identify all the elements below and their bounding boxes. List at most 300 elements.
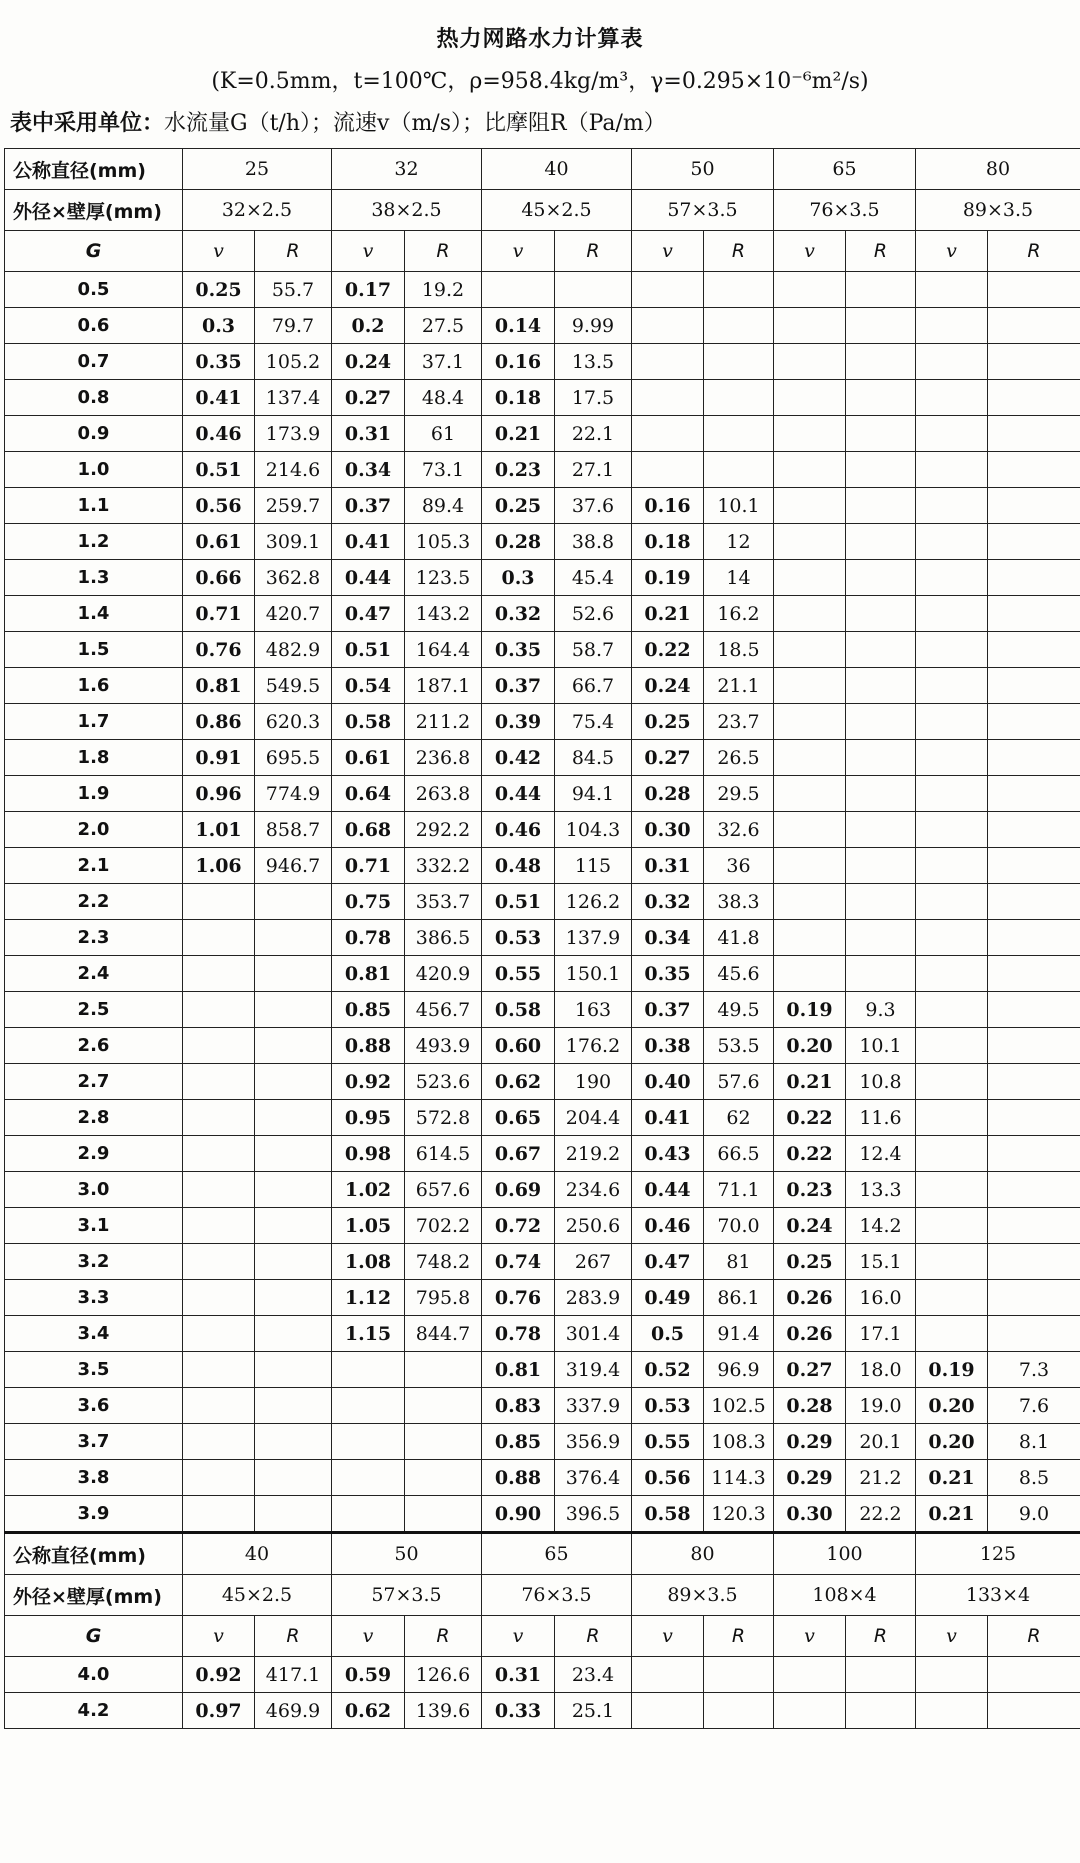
velocity-cell: 0.68 [332, 812, 405, 848]
velocity-cell: 0.28 [632, 776, 704, 812]
nominal-diameter-cell: 80 [916, 149, 1080, 190]
friction-cell: 18.0 [846, 1352, 916, 1388]
friction-cell [255, 884, 332, 920]
friction-cell [255, 1244, 332, 1280]
friction-cell: 332.2 [405, 848, 482, 884]
friction-cell: 309.1 [255, 524, 332, 560]
table-row [5, 596, 1080, 632]
flow-g-cell: 1.3 [5, 560, 183, 596]
velocity-cell: 0.20 [916, 1388, 988, 1424]
velocity-cell: 0.43 [632, 1136, 704, 1172]
friction-cell [704, 416, 774, 452]
friction-cell [846, 848, 916, 884]
friction-cell: 84.5 [555, 740, 632, 776]
pipe-size-cell: 76×3.5 [482, 1575, 632, 1616]
friction-cell: 29.5 [704, 776, 774, 812]
velocity-cell: 0.66 [183, 560, 255, 596]
pipe-size-cell: 45×2.5 [183, 1575, 332, 1616]
table-title: 热力网路水力计算表 [436, 27, 644, 52]
velocity-cell: 0.78 [482, 1316, 555, 1352]
velocity-cell [916, 704, 988, 740]
friction-cell [988, 1693, 1080, 1729]
table-row [5, 1244, 1080, 1280]
friction-cell [988, 812, 1080, 848]
velocity-cell: 0.26 [774, 1280, 846, 1316]
velocity-cell: 0.60 [482, 1028, 555, 1064]
table-parameters: (K=0.5mm，t=100℃，ρ=958.4kg/m³，γ=0.295×10⁻⁶m²/s) [211, 69, 869, 94]
table-row [5, 668, 1080, 704]
friction-cell: 795.8 [405, 1280, 482, 1316]
flow-g-cell: 2.0 [5, 812, 183, 848]
friction-cell: 37.6 [555, 488, 632, 524]
table-row [5, 956, 1080, 992]
velocity-cell: 0.26 [774, 1316, 846, 1352]
friction-cell: 37.1 [405, 344, 482, 380]
velocity-cell: 0.61 [183, 524, 255, 560]
velocity-cell: 0.18 [482, 380, 555, 416]
velocity-cell: 0.51 [482, 884, 555, 920]
friction-cell: 38.8 [555, 524, 632, 560]
flow-g-cell: 3.4 [5, 1316, 183, 1352]
velocity-cell: 0.74 [482, 1244, 555, 1280]
velocity-cell: 0.95 [332, 1100, 405, 1136]
table-row [5, 380, 1080, 416]
outer-wall-label: 外径×壁厚(mm) [5, 190, 183, 231]
friction-cell: 456.7 [405, 992, 482, 1028]
table-row [5, 1496, 1080, 1533]
velocity-cell: 0.85 [332, 992, 405, 1028]
velocity-cell: 0.75 [332, 884, 405, 920]
friction-cell [255, 1316, 332, 1352]
table-row [5, 848, 1080, 884]
velocity-cell: 0.90 [482, 1496, 555, 1533]
velocity-cell [632, 272, 704, 308]
friction-cell: 17.1 [846, 1316, 916, 1352]
velocity-cell: 0.20 [774, 1028, 846, 1064]
friction-cell: 57.6 [704, 1064, 774, 1100]
velocity-cell: 0.62 [482, 1064, 555, 1100]
table-row [5, 1100, 1080, 1136]
velocity-cell: 0.40 [632, 1064, 704, 1100]
friction-cell: 102.5 [704, 1388, 774, 1424]
friction-cell [555, 272, 632, 308]
velocity-cell [774, 956, 846, 992]
friction-cell [988, 992, 1080, 1028]
velocity-cell: 0.42 [482, 740, 555, 776]
table-row [5, 1693, 1080, 1729]
velocity-cell [183, 1460, 255, 1496]
velocity-cell [916, 884, 988, 920]
velocity-cell [916, 1280, 988, 1316]
friction-cell: 173.9 [255, 416, 332, 452]
velocity-cell: 0.25 [482, 488, 555, 524]
velocity-cell: 0.21 [916, 1460, 988, 1496]
velocity-cell: 0.37 [632, 992, 704, 1028]
velocity-cell [916, 668, 988, 704]
friction-cell [255, 1460, 332, 1496]
velocity-cell [916, 308, 988, 344]
friction-cell: 16.2 [704, 596, 774, 632]
nominal-diameter-cell: 80 [632, 1533, 774, 1575]
flow-g-cell: 2.5 [5, 992, 183, 1028]
friction-cell: 9.3 [846, 992, 916, 1028]
velocity-cell [774, 416, 846, 452]
velocity-cell: 0.88 [482, 1460, 555, 1496]
velocity-v-header: v [183, 231, 255, 272]
flow-g-cell: 1.6 [5, 668, 183, 704]
velocity-cell [774, 704, 846, 740]
friction-cell: 9.0 [988, 1496, 1080, 1533]
table-row [5, 1424, 1080, 1460]
velocity-cell [916, 416, 988, 452]
velocity-cell [332, 1424, 405, 1460]
flow-g-cell: 2.7 [5, 1064, 183, 1100]
friction-cell [846, 416, 916, 452]
friction-cell: 572.8 [405, 1100, 482, 1136]
friction-cell: 15.1 [846, 1244, 916, 1280]
velocity-cell [632, 1657, 704, 1693]
friction-cell [988, 1280, 1080, 1316]
friction-cell [988, 740, 1080, 776]
nominal-diameter-cell: 25 [183, 149, 332, 190]
friction-cell: 14.2 [846, 1208, 916, 1244]
velocity-cell: 0.5 [632, 1316, 704, 1352]
section2-column-header-row [5, 1616, 1080, 1657]
velocity-cell: 0.29 [774, 1424, 846, 1460]
velocity-v-header: v [774, 231, 846, 272]
table-row [5, 1352, 1080, 1388]
friction-cell [988, 1064, 1080, 1100]
friction-cell [846, 560, 916, 596]
friction-cell: 55.7 [255, 272, 332, 308]
velocity-cell: 0.81 [183, 668, 255, 704]
friction-cell [255, 1352, 332, 1388]
velocity-cell [774, 812, 846, 848]
friction-cell: 657.6 [405, 1172, 482, 1208]
friction-cell: 190 [555, 1064, 632, 1100]
velocity-cell: 0.96 [183, 776, 255, 812]
velocity-cell [183, 1496, 255, 1533]
velocity-cell: 0.53 [482, 920, 555, 956]
velocity-cell: 0.29 [774, 1460, 846, 1496]
pipe-size-cell: 45×2.5 [482, 190, 632, 231]
table-row [5, 560, 1080, 596]
velocity-cell: 0.46 [482, 812, 555, 848]
friction-cell: 283.9 [555, 1280, 632, 1316]
friction-cell [988, 1208, 1080, 1244]
flow-g-cell: 0.8 [5, 380, 183, 416]
friction-r-header: R [988, 231, 1080, 272]
table-row [5, 1172, 1080, 1208]
velocity-cell [332, 1496, 405, 1533]
velocity-cell [183, 1100, 255, 1136]
friction-cell: 66.7 [555, 668, 632, 704]
velocity-v-header: v [916, 231, 988, 272]
velocity-cell: 0.2 [332, 308, 405, 344]
friction-cell: 115 [555, 848, 632, 884]
friction-cell: 219.2 [555, 1136, 632, 1172]
friction-cell [988, 704, 1080, 740]
velocity-cell: 0.31 [632, 848, 704, 884]
friction-cell [846, 668, 916, 704]
table-row [5, 488, 1080, 524]
friction-cell: 10.8 [846, 1064, 916, 1100]
flow-g-header: G [5, 1616, 183, 1657]
flow-g-cell: 2.6 [5, 1028, 183, 1064]
friction-cell [846, 488, 916, 524]
friction-cell: 386.5 [405, 920, 482, 956]
velocity-cell: 0.58 [482, 992, 555, 1028]
velocity-cell: 0.58 [332, 704, 405, 740]
friction-cell: 137.4 [255, 380, 332, 416]
friction-cell: 75.4 [555, 704, 632, 740]
friction-cell [255, 1388, 332, 1424]
friction-cell: 267 [555, 1244, 632, 1280]
velocity-cell: 0.27 [632, 740, 704, 776]
velocity-v-header: v [183, 1616, 255, 1657]
friction-cell: 417.1 [255, 1657, 332, 1693]
velocity-cell: 0.71 [332, 848, 405, 884]
friction-cell [988, 344, 1080, 380]
friction-cell [255, 956, 332, 992]
flow-g-cell: 4.2 [5, 1693, 183, 1729]
friction-cell: 376.4 [555, 1460, 632, 1496]
friction-cell: 104.3 [555, 812, 632, 848]
units-note [10, 106, 1070, 137]
friction-r-header: R [988, 1616, 1080, 1657]
velocity-cell: 0.46 [183, 416, 255, 452]
velocity-cell: 0.32 [482, 596, 555, 632]
friction-cell: 19.0 [846, 1388, 916, 1424]
flow-g-cell: 3.0 [5, 1172, 183, 1208]
friction-r-header: R [255, 1616, 332, 1657]
flow-g-cell: 2.3 [5, 920, 183, 956]
velocity-cell: 0.24 [332, 344, 405, 380]
velocity-cell [916, 560, 988, 596]
friction-cell [846, 524, 916, 560]
friction-cell: 66.5 [704, 1136, 774, 1172]
flow-g-cell: 1.1 [5, 488, 183, 524]
friction-cell: 176.2 [555, 1028, 632, 1064]
velocity-cell: 0.58 [632, 1496, 704, 1533]
friction-cell: 126.2 [555, 884, 632, 920]
friction-cell: 18.5 [704, 632, 774, 668]
velocity-cell [916, 776, 988, 812]
nominal-diameter-cell: 125 [916, 1533, 1080, 1575]
nominal-diameter-cell: 32 [332, 149, 482, 190]
velocity-cell [916, 1136, 988, 1172]
velocity-cell: 0.56 [183, 488, 255, 524]
table-row [5, 1280, 1080, 1316]
velocity-cell: 0.53 [632, 1388, 704, 1424]
flow-g-cell: 1.0 [5, 452, 183, 488]
velocity-cell [183, 956, 255, 992]
friction-cell: 337.9 [555, 1388, 632, 1424]
nominal-diameter-cell: 50 [632, 149, 774, 190]
friction-r-header: R [405, 231, 482, 272]
friction-cell [405, 1388, 482, 1424]
friction-cell: 91.4 [704, 1316, 774, 1352]
friction-cell: 620.3 [255, 704, 332, 740]
velocity-cell: 0.37 [482, 668, 555, 704]
friction-cell [988, 884, 1080, 920]
velocity-cell: 0.44 [482, 776, 555, 812]
velocity-v-header: v [332, 1616, 405, 1657]
velocity-cell [482, 272, 555, 308]
friction-cell: 45.4 [555, 560, 632, 596]
friction-cell [988, 1657, 1080, 1693]
flow-g-cell: 2.4 [5, 956, 183, 992]
table-row [5, 1136, 1080, 1172]
friction-cell: 9.99 [555, 308, 632, 344]
friction-cell: 26.5 [704, 740, 774, 776]
velocity-cell: 0.67 [482, 1136, 555, 1172]
table-row [5, 1316, 1080, 1352]
flow-g-cell: 1.8 [5, 740, 183, 776]
friction-cell: 236.8 [405, 740, 482, 776]
nominal-diameter-cell: 40 [482, 149, 632, 190]
friction-cell: 353.7 [405, 884, 482, 920]
flow-g-cell: 2.9 [5, 1136, 183, 1172]
table-row [5, 1208, 1080, 1244]
friction-cell: 22.1 [555, 416, 632, 452]
friction-cell: 27.1 [555, 452, 632, 488]
table-row [5, 740, 1080, 776]
pipe-size-cell: 89×3.5 [916, 190, 1080, 231]
flow-g-cell: 0.7 [5, 344, 183, 380]
friction-cell: 94.1 [555, 776, 632, 812]
friction-cell: 58.7 [555, 632, 632, 668]
velocity-cell: 0.41 [332, 524, 405, 560]
velocity-cell [183, 1136, 255, 1172]
friction-cell [988, 1316, 1080, 1352]
friction-cell: 23.4 [555, 1657, 632, 1693]
velocity-cell: 0.23 [774, 1172, 846, 1208]
flow-g-cell: 3.8 [5, 1460, 183, 1496]
velocity-cell [916, 380, 988, 416]
friction-cell: 150.1 [555, 956, 632, 992]
velocity-cell: 0.25 [183, 272, 255, 308]
velocity-cell [774, 344, 846, 380]
pipe-size-cell: 133×4 [916, 1575, 1080, 1616]
velocity-cell: 0.28 [774, 1388, 846, 1424]
velocity-cell: 0.86 [183, 704, 255, 740]
friction-cell: 12.4 [846, 1136, 916, 1172]
friction-cell [846, 380, 916, 416]
velocity-cell: 0.85 [482, 1424, 555, 1460]
friction-cell [255, 992, 332, 1028]
velocity-cell: 0.41 [183, 380, 255, 416]
table-row [5, 632, 1080, 668]
velocity-cell: 0.61 [332, 740, 405, 776]
velocity-cell: 0.48 [482, 848, 555, 884]
velocity-cell [632, 380, 704, 416]
friction-cell: 263.8 [405, 776, 482, 812]
friction-cell: 41.8 [704, 920, 774, 956]
friction-cell [704, 1693, 774, 1729]
friction-cell: 89.4 [405, 488, 482, 524]
table-row [5, 776, 1080, 812]
table-row [5, 524, 1080, 560]
velocity-cell [774, 848, 846, 884]
table-row [5, 884, 1080, 920]
table-row [5, 308, 1080, 344]
nominal-diameter-label: 公称直径(mm) [5, 149, 183, 190]
friction-cell: 49.5 [704, 992, 774, 1028]
friction-cell: 19.2 [405, 272, 482, 308]
friction-cell: 21.2 [846, 1460, 916, 1496]
velocity-cell: 0.25 [774, 1244, 846, 1280]
velocity-cell [774, 380, 846, 416]
friction-cell [988, 272, 1080, 308]
pipe-size-cell: 57×3.5 [332, 1575, 482, 1616]
velocity-cell: 0.22 [774, 1100, 846, 1136]
friction-r-header: R [405, 1616, 482, 1657]
friction-r-header: R [846, 1616, 916, 1657]
velocity-cell: 0.19 [916, 1352, 988, 1388]
velocity-cell: 0.81 [332, 956, 405, 992]
velocity-cell [916, 1244, 988, 1280]
friction-cell [988, 632, 1080, 668]
friction-cell: 70.0 [704, 1208, 774, 1244]
friction-cell [846, 1657, 916, 1693]
velocity-cell: 0.41 [632, 1100, 704, 1136]
velocity-cell [774, 452, 846, 488]
velocity-cell [632, 344, 704, 380]
flow-g-cell: 1.4 [5, 596, 183, 632]
friction-cell [255, 920, 332, 956]
velocity-cell [916, 632, 988, 668]
friction-cell: 11.6 [846, 1100, 916, 1136]
friction-cell: 695.5 [255, 740, 332, 776]
velocity-cell: 0.44 [332, 560, 405, 596]
friction-cell: 27.5 [405, 308, 482, 344]
friction-cell: 211.2 [405, 704, 482, 740]
table-row [5, 812, 1080, 848]
friction-r-header: R [555, 231, 632, 272]
friction-cell [704, 452, 774, 488]
friction-cell: 114.3 [704, 1460, 774, 1496]
velocity-cell: 0.35 [183, 344, 255, 380]
velocity-cell: 1.05 [332, 1208, 405, 1244]
pipe-size-cell: 89×3.5 [632, 1575, 774, 1616]
velocity-cell [183, 1028, 255, 1064]
velocity-cell: 0.88 [332, 1028, 405, 1064]
friction-cell: 12 [704, 524, 774, 560]
friction-cell [846, 308, 916, 344]
table-row [5, 1460, 1080, 1496]
velocity-cell: 0.27 [774, 1352, 846, 1388]
friction-cell: 10.1 [846, 1028, 916, 1064]
velocity-cell [183, 1424, 255, 1460]
velocity-cell [916, 272, 988, 308]
velocity-v-header: v [332, 231, 405, 272]
friction-cell: 702.2 [405, 1208, 482, 1244]
velocity-cell [332, 1352, 405, 1388]
velocity-cell: 0.52 [632, 1352, 704, 1388]
friction-cell [988, 1100, 1080, 1136]
friction-cell [846, 596, 916, 632]
section2-size-row [5, 1575, 1080, 1616]
velocity-cell [916, 1657, 988, 1693]
velocity-cell: 0.35 [632, 956, 704, 992]
friction-cell [255, 1424, 332, 1460]
friction-cell [988, 1028, 1080, 1064]
friction-cell [405, 1460, 482, 1496]
velocity-cell: 0.24 [774, 1208, 846, 1244]
table-row [5, 1388, 1080, 1424]
friction-cell [988, 848, 1080, 884]
